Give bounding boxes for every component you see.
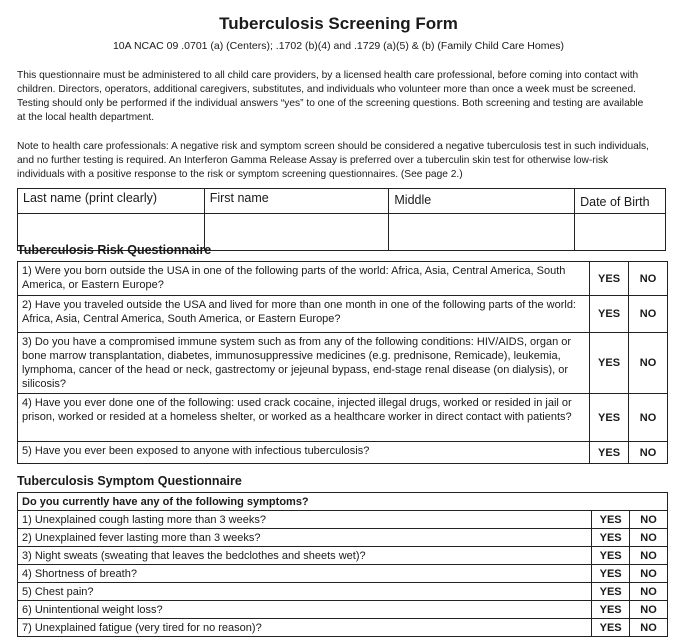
dob-field[interactable] xyxy=(575,214,666,251)
risk-questionnaire-table xyxy=(17,261,668,464)
no-option[interactable]: NO xyxy=(629,262,668,296)
yes-option[interactable]: YES xyxy=(592,529,630,547)
no-option[interactable]: NO xyxy=(630,601,668,619)
symptom-question: 2) Unexplained fever lasting more than 3 weeks? xyxy=(18,529,592,547)
symptom-header-row xyxy=(18,493,668,511)
yes-option[interactable]: YES xyxy=(590,333,629,394)
symptom-row xyxy=(18,511,668,529)
health-professional-note: Note to health care professionals: A negative risk and symptom screen should be considered a negative tuberculosis test in such individuals, and no further testing is required. An Interferon Gamma Release Assay is preferred over a tuberculin skin test for otherwise low-risk individuals with a positive response to the risk or symptom screening questionnaires. (See page 2.) xyxy=(17,141,649,180)
symptom-question: 6) Unintentional weight loss? xyxy=(18,601,592,619)
no-option[interactable]: NO xyxy=(630,511,668,529)
symptom-questionnaire-title: Tuberculosis Symptom Questionnaire xyxy=(17,474,242,488)
risk-row xyxy=(18,262,668,296)
yes-option[interactable]: YES xyxy=(590,394,629,442)
middle-name-field[interactable] xyxy=(389,214,575,251)
symptom-row xyxy=(18,565,668,583)
yes-option[interactable]: YES xyxy=(592,601,630,619)
risk-row xyxy=(18,333,668,394)
yes-option[interactable]: YES xyxy=(592,547,630,565)
last-name-label: Last name (print clearly) xyxy=(18,189,205,214)
yes-option[interactable]: YES xyxy=(590,442,629,464)
no-option[interactable]: NO xyxy=(630,619,668,637)
symptom-header: Do you currently have any of the following symptoms? xyxy=(18,493,668,511)
name-fields-table xyxy=(17,188,666,251)
risk-question: 1) Were you born outside the USA in one of the following parts of the world: Africa, Asia, Central America, South America, or Eastern Europe? xyxy=(18,262,590,296)
form-title: Tuberculosis Screening Form xyxy=(219,14,458,33)
no-option[interactable]: NO xyxy=(630,529,668,547)
symptom-question: 5) Chest pain? xyxy=(18,583,592,601)
no-option[interactable]: NO xyxy=(630,547,668,565)
risk-question: 4) Have you ever done one of the following: used crack cocaine, injected illegal drugs, worked or resided in jail or prison, worked or resided at a homeless shelter, or worked as a healthcare worker in direct contact with patients? xyxy=(18,394,590,442)
symptom-question: 3) Night sweats (sweating that leaves the bedclothes and sheets wet)? xyxy=(18,547,592,565)
symptom-questionnaire-table xyxy=(17,492,668,637)
yes-option[interactable]: YES xyxy=(592,583,630,601)
risk-question: 5) Have you ever been exposed to anyone with infectious tuberculosis? xyxy=(18,442,590,464)
risk-question: 2) Have you traveled outside the USA and lived for more than one month in one of the following parts of the world: Africa, Asia, Central America, South America, or Eastern Europe? xyxy=(18,296,590,333)
risk-row xyxy=(18,296,668,333)
no-option[interactable]: NO xyxy=(629,442,668,464)
yes-option[interactable]: YES xyxy=(592,565,630,583)
yes-option[interactable]: YES xyxy=(592,619,630,637)
risk-row xyxy=(18,394,668,442)
no-option[interactable]: NO xyxy=(629,394,668,442)
intro-paragraph: This questionnaire must be administered to all child care providers, by a licensed health care professional, before coming into contact with children. Directors, operators, additional caregivers, substitutes, and individuals who volunteer more than once a week must be screened. Testing should only be performed if the individual answers “yes” to one of the screening questions. Both screening and testing are available at the local health department. xyxy=(17,70,644,123)
first-name-field[interactable] xyxy=(204,214,389,251)
yes-option[interactable]: YES xyxy=(590,262,629,296)
symptom-row xyxy=(18,583,668,601)
no-option[interactable]: NO xyxy=(629,296,668,333)
regulation-citation: 10A NCAC 09 .0701 (a) (Centers); .1702 (b)(4) and .1729 (a)(5) & (b) (Family Child Care Homes) xyxy=(112,40,565,52)
risk-row xyxy=(18,442,668,464)
yes-option[interactable]: YES xyxy=(590,296,629,333)
symptom-row xyxy=(18,547,668,565)
symptom-row xyxy=(18,529,668,547)
symptom-row xyxy=(18,601,668,619)
risk-question: 3) Do you have a compromised immune system such as from any of the following conditions: HIV/AIDS, organ or bone marrow transplantation, diabetes, immunosuppressive medicines (e.g. prednisone, Remicade), leukemia, lymphoma, cancer of the head or neck, gastrectomy or jejeunal bypass, end-stage renal disease (on dialysis), or silicosis? xyxy=(18,333,590,394)
no-option[interactable]: NO xyxy=(630,565,668,583)
dob-label: Date of Birth xyxy=(575,189,666,214)
middle-name-label: Middle xyxy=(389,189,575,214)
symptom-question: 7) Unexplained fatigue (very tired for no reason)? xyxy=(18,619,592,637)
symptom-question: 4) Shortness of breath? xyxy=(18,565,592,583)
first-name-label: First name xyxy=(204,189,389,214)
symptom-question: 1) Unexplained cough lasting more than 3 weeks? xyxy=(18,511,592,529)
yes-option[interactable]: YES xyxy=(592,511,630,529)
symptom-row xyxy=(18,619,668,637)
no-option[interactable]: NO xyxy=(629,333,668,394)
no-option[interactable]: NO xyxy=(630,583,668,601)
risk-questionnaire-title: Tuberculosis Risk Questionnaire xyxy=(17,243,212,257)
